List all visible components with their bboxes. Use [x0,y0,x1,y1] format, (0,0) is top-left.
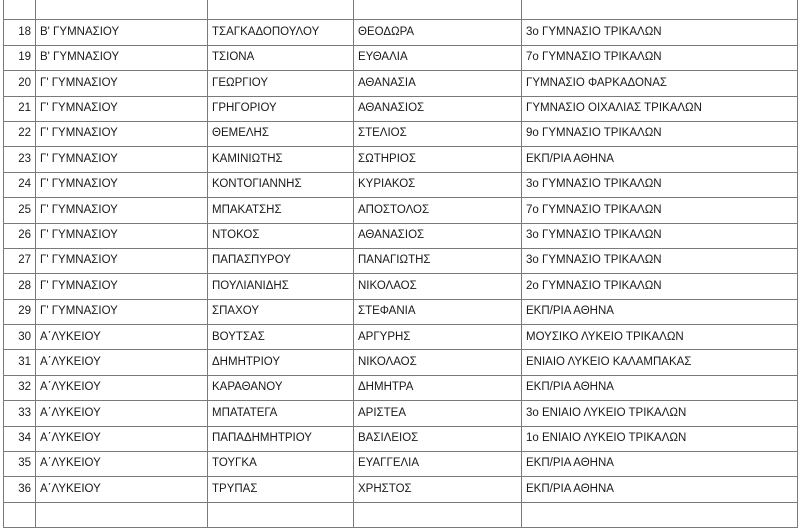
surname-cell [208,0,354,20]
row-number-cell: 19 [4,45,36,70]
surname-cell: ΚΑΜΙΝΙΩΤΗΣ [208,147,354,172]
participants-table [3,0,798,528]
class-cell [36,502,208,527]
class-cell: Α΄ΛΥΚΕΙΟΥ [36,426,208,451]
first-name-cell: ΑΘΑΝΑΣΙΟΣ [354,96,522,121]
row-number-cell: 24 [4,172,36,197]
class-cell: Γ' ΓΥΜΝΑΣΙΟΥ [36,198,208,223]
table-row [4,248,798,273]
school-cell: ΜΟΥΣΙΚΟ ΛΥΚΕΙΟ ΤΡΙΚΑΛΩΝ [522,325,798,350]
first-name-cell: ΠΑΝΑΓΙΩΤΗΣ [354,248,522,273]
participants-table-body [4,0,798,528]
surname-cell: ΤΟΥΓΚΑ [208,452,354,477]
row-number-cell: 32 [4,375,36,400]
table-row [4,426,798,451]
school-cell: 9ο ΓΥΜΝΑΣΙΟ ΤΡΙΚΑΛΩΝ [522,121,798,146]
first-name-cell: ΘΕΟΔΩΡΑ [354,20,522,45]
table-row [4,96,798,121]
row-number-cell: 20 [4,71,36,96]
table-row [4,299,798,324]
class-cell: Γ' ΓΥΜΝΑΣΙΟΥ [36,96,208,121]
school-cell: ΕΚΠ/ΡΙΑ ΑΘΗΝΑ [522,299,798,324]
table-row [4,375,798,400]
class-cell: Γ' ΓΥΜΝΑΣΙΟΥ [36,172,208,197]
class-cell: Α΄ΛΥΚΕΙΟΥ [36,325,208,350]
row-number-cell: 21 [4,96,36,121]
first-name-cell: ΝΙΚΟΛΑΟΣ [354,274,522,299]
school-cell: 7ο ΓΥΜΝΑΣΙΟ ΤΡΙΚΑΛΩΝ [522,198,798,223]
table-row [4,147,798,172]
table-row [4,20,798,45]
row-number-cell: 23 [4,147,36,172]
surname-cell: ΝΤΟΚΟΣ [208,223,354,248]
school-cell: 3ο ΓΥΜΝΑΣΙΟ ΤΡΙΚΑΛΩΝ [522,223,798,248]
row-number-cell: 18 [4,20,36,45]
class-cell: Γ' ΓΥΜΝΑΣΙΟΥ [36,147,208,172]
school-cell [522,0,798,20]
row-number-cell: 25 [4,198,36,223]
row-number-cell: 35 [4,452,36,477]
school-cell: 3ο ΕΝΙΑΙΟ ΛΥΚΕΙΟ ΤΡΙΚΑΛΩΝ [522,401,798,426]
class-cell: Β' ΓΥΜΝΑΣΙΟΥ [36,20,208,45]
surname-cell: ΓΕΩΡΓΙΟΥ [208,71,354,96]
table-row [4,502,798,527]
table-row [4,0,798,20]
surname-cell: ΠΟΥΛΙΑΝΙΔΗΣ [208,274,354,299]
class-cell: Α΄ΛΥΚΕΙΟΥ [36,452,208,477]
row-number-cell: 30 [4,325,36,350]
school-cell: 3ο ΓΥΜΝΑΣΙΟ ΤΡΙΚΑΛΩΝ [522,248,798,273]
class-cell: Γ' ΓΥΜΝΑΣΙΟΥ [36,71,208,96]
first-name-cell: ΝΙΚΟΛΑΟΣ [354,350,522,375]
surname-cell: ΠΑΠΑΣΠΥΡΟΥ [208,248,354,273]
school-cell: 3ο ΓΥΜΝΑΣΙΟ ΤΡΙΚΑΛΩΝ [522,172,798,197]
first-name-cell: ΔΗΜΗΤΡΑ [354,375,522,400]
row-number-cell [4,0,36,20]
school-cell: ΓΥΜΝΑΣΙΟ ΦΑΡΚΑΔΟΝΑΣ [522,71,798,96]
class-cell [36,0,208,20]
surname-cell: ΤΣΙΟΝΑ [208,45,354,70]
surname-cell: ΣΠΑΧΟΥ [208,299,354,324]
first-name-cell: ΕΥΑΓΓΕΛΙΑ [354,452,522,477]
row-number-cell: 31 [4,350,36,375]
class-cell: Α΄ΛΥΚΕΙΟΥ [36,350,208,375]
row-number-cell: 36 [4,477,36,502]
row-number-cell: 33 [4,401,36,426]
first-name-cell: ΑΡΓΥΡΗΣ [354,325,522,350]
surname-cell: ΒΟΥΤΣΑΣ [208,325,354,350]
row-number-cell: 22 [4,121,36,146]
table-row [4,325,798,350]
class-cell: Α΄ΛΥΚΕΙΟΥ [36,375,208,400]
table-row [4,401,798,426]
first-name-cell: ΣΩΤΗΡΙΟΣ [354,147,522,172]
first-name-cell: ΑΘΑΝΑΣΙΟΣ [354,223,522,248]
surname-cell: ΚΑΡΑΘΑΝΟΥ [208,375,354,400]
table-row [4,274,798,299]
school-cell: ΕΚΠ/ΡΙΑ ΑΘΗΝΑ [522,375,798,400]
surname-cell: ΚΟΝΤΟΓΙΑΝΝΗΣ [208,172,354,197]
first-name-cell: ΑΠΟΣΤΟΛΟΣ [354,198,522,223]
class-cell: Γ' ΓΥΜΝΑΣΙΟΥ [36,274,208,299]
class-cell: Γ' ΓΥΜΝΑΣΙΟΥ [36,299,208,324]
school-cell: ΕΚΠ/ΡΙΑ ΑΘΗΝΑ [522,477,798,502]
row-number-cell: 28 [4,274,36,299]
row-number-cell: 29 [4,299,36,324]
table-row [4,350,798,375]
first-name-cell: ΕΥΘΑΛΙΑ [354,45,522,70]
school-cell: ΓΥΜΝΑΣΙΟ ΟΙΧΑΛΙΑΣ ΤΡΙΚΑΛΩΝ [522,96,798,121]
school-cell: ΕΚΠ/ΡΙΑ ΑΘΗΝΑ [522,452,798,477]
class-cell: Α΄ΛΥΚΕΙΟΥ [36,401,208,426]
class-cell: Β' ΓΥΜΝΑΣΙΟΥ [36,45,208,70]
class-cell: Γ' ΓΥΜΝΑΣΙΟΥ [36,223,208,248]
school-cell: ΕΝΙΑΙΟ ΛΥΚΕΙΟ ΚΑΛΑΜΠΑΚΑΣ [522,350,798,375]
school-cell: 2ο ΓΥΜΝΑΣΙΟ ΤΡΙΚΑΛΩΝ [522,274,798,299]
surname-cell [208,502,354,527]
school-cell: 3ο ΓΥΜΝΑΣΙΟ ΤΡΙΚΑΛΩΝ [522,20,798,45]
school-cell: 1ο ΕΝΙΑΙΟ ΛΥΚΕΙΟ ΤΡΙΚΑΛΩΝ [522,426,798,451]
table-row [4,477,798,502]
first-name-cell: ΣΤΕΦΑΝΙΑ [354,299,522,324]
table-row [4,452,798,477]
table-row [4,223,798,248]
row-number-cell: 26 [4,223,36,248]
surname-cell: ΘΕΜΕΛΗΣ [208,121,354,146]
first-name-cell: ΑΘΑΝΑΣΙΑ [354,71,522,96]
surname-cell: ΤΣΑΓΚΑΔΟΠΟΥΛΟΥ [208,20,354,45]
table-row [4,121,798,146]
school-cell: ΕΚΠ/ΡΙΑ ΑΘΗΝΑ [522,147,798,172]
class-cell: Α΄ΛΥΚΕΙΟΥ [36,477,208,502]
table-row [4,45,798,70]
class-cell: Γ' ΓΥΜΝΑΣΙΟΥ [36,121,208,146]
surname-cell: ΜΠΑΤΑΤΕΓΑ [208,401,354,426]
first-name-cell: ΚΥΡΙΑΚΟΣ [354,172,522,197]
first-name-cell [354,502,522,527]
first-name-cell: ΑΡΙΣΤΕΑ [354,401,522,426]
surname-cell: ΤΡΥΠΑΣ [208,477,354,502]
surname-cell: ΠΑΠΑΔΗΜΗΤΡΙΟΥ [208,426,354,451]
first-name-cell [354,0,522,20]
table-row [4,71,798,96]
surname-cell: ΓΡΗΓΟΡΙΟΥ [208,96,354,121]
surname-cell: ΜΠΑΚΑΤΣΗΣ [208,198,354,223]
row-number-cell: 34 [4,426,36,451]
surname-cell: ΔΗΜΗΤΡΙΟΥ [208,350,354,375]
school-cell: 7ο ΓΥΜΝΑΣΙΟ ΤΡΙΚΑΛΩΝ [522,45,798,70]
row-number-cell: 27 [4,248,36,273]
table-row [4,172,798,197]
first-name-cell: ΧΡΗΣΤΟΣ [354,477,522,502]
row-number-cell [4,502,36,527]
class-cell: Γ' ΓΥΜΝΑΣΙΟΥ [36,248,208,273]
first-name-cell: ΣΤΕΛΙΟΣ [354,121,522,146]
school-cell [522,502,798,527]
table-row [4,198,798,223]
first-name-cell: ΒΑΣΙΛΕΙΟΣ [354,426,522,451]
